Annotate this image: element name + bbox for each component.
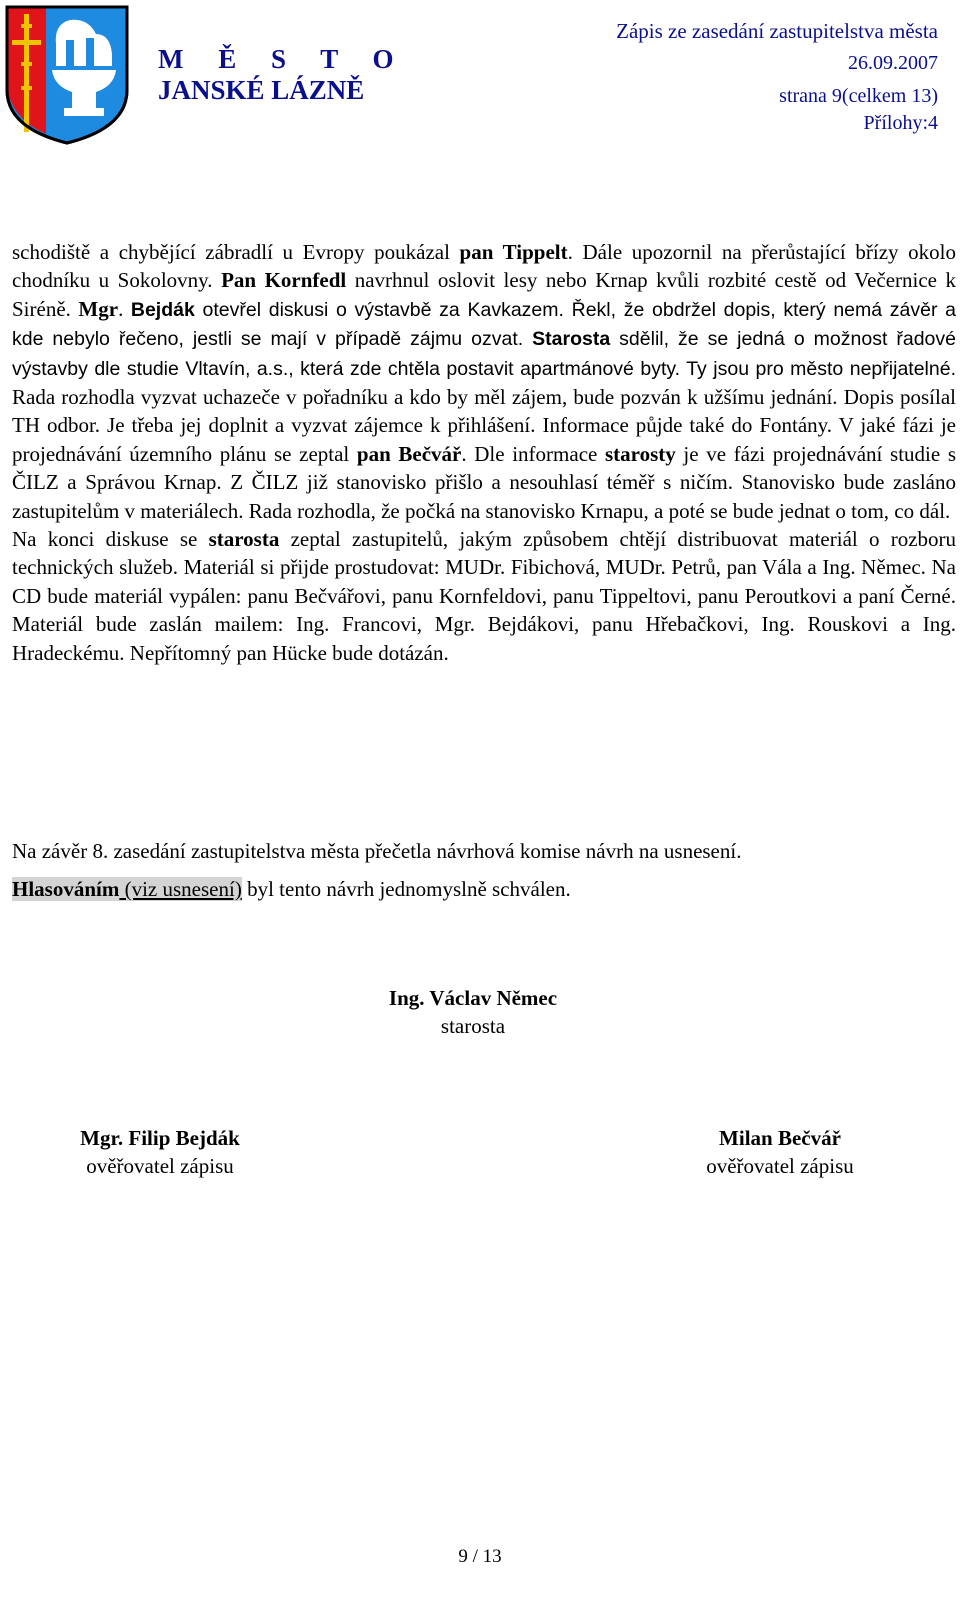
- speaker-name: starosta: [208, 527, 280, 552]
- signatory-role: ověřovatel zápisu: [706, 1154, 854, 1178]
- signature-verifier-left: [30, 1124, 290, 1180]
- text-run: je ve fázi projednávání studie s ČILZ a Správou Krnap. Z ČILZ již stanovisko přišlo a nesouhlasí téměř s ničím. Stanovisko bude zasláno zastupitelům v materiálech. Rada rozhodla, že počká na stanovisko Krnapu, a poté se bude jednat o tom, co dál.: [12, 441, 956, 523]
- text-run: . Dle informace: [461, 441, 605, 466]
- vote-highlight: [12, 877, 242, 901]
- signatory-name: Mgr. Filip Bejdák: [80, 1126, 240, 1150]
- town-name-line1: M Ě S T O: [158, 44, 408, 74]
- town-name-line2: JANSKÉ LÁZNĚ: [158, 75, 365, 105]
- text-run: otevřel diskusi o výstavbě za Kavkazem. Řekl, že obdržel dopis, který nemá závěr a kde nebylo řečeno, jestli se mají v případě zájmu ozvat.: [12, 298, 957, 351]
- signature-verifier-right: [650, 1124, 910, 1180]
- speaker-name: pan Bečvář: [356, 441, 462, 466]
- vote-result: byl tento návrh jednomyslně schválen.: [241, 877, 571, 901]
- speaker-name: Bejdák: [130, 298, 195, 321]
- vote-line: [12, 870, 956, 908]
- closing-line: Na závěr 8. zasedání zastupitelstva města přečetla návrhová komise návrh na usnesení.: [12, 839, 742, 863]
- page-header: [0, 0, 960, 150]
- signatory-name: Milan Bečvář: [719, 1126, 841, 1150]
- page-info: strana 9(celkem 13): [779, 85, 938, 107]
- speaker-title: Mgr: [78, 296, 119, 321]
- speaker-name: pan Tippelt: [459, 240, 568, 264]
- town-crest-logo: [4, 4, 130, 146]
- signature-mayor: [340, 984, 606, 1040]
- speaker-name: Pan Kornfedl: [221, 268, 347, 293]
- signatory-name: Ing. Václav Němec: [388, 986, 558, 1010]
- text-run: navrhnul oslovit lesy nebo Krnap kvůli rozbité cestě od Večernice k Siréně.: [12, 268, 956, 321]
- text-run: Na konci diskuse se: [12, 527, 209, 552]
- text-run: schodiště a chybějící zábradlí u Evropy poukázal: [12, 240, 460, 264]
- speaker-name: starosty: [604, 441, 676, 466]
- text-run: .: [118, 296, 131, 321]
- closing-section: [12, 832, 956, 908]
- document-title: Zápis ze zasedání zastupitelstva města: [616, 19, 938, 43]
- vote-label: Hlasováním: [12, 877, 120, 901]
- paragraph-discussion: [12, 238, 956, 525]
- text-run: sdělil, že se jedná o možnost řadové výstavby dle studie Vltavín, a.s., která zde chtěla postavit apartmánové byty. Ty jsou pro město nepřijatelné.: [12, 328, 956, 380]
- signatory-role: ověřovatel zápisu: [86, 1154, 234, 1178]
- paragraph-materials: [12, 525, 956, 667]
- header-meta: [616, 18, 938, 137]
- attachments-count: Přílohy:4: [863, 112, 938, 134]
- speaker-name: Starosta: [532, 328, 611, 351]
- meeting-date: 26.09.2007: [848, 52, 938, 74]
- text-run: . Dále upozornil na přerůstající břízy okolo chodníku u Sokolovny.: [12, 240, 956, 293]
- page-number: 9 / 13: [458, 1546, 502, 1567]
- text-run: Rada rozhodla vyzvat uchazeče v pořadníku a kdo by měl zájem, bude pozván k užšímu jednání. Dopis posílal TH odbor. Je třeba jej doplnit a vyzvat zájemce k přihlášení. Informace půjde také do Fontány. V jaké fázi je projednávání územního plánu se zeptal: [12, 385, 956, 466]
- town-name: [158, 44, 408, 106]
- minutes-body: [12, 238, 956, 667]
- signatory-role: starosta: [440, 1014, 506, 1038]
- resolution-reference: (viz usnesení): [119, 877, 242, 901]
- text-run: zeptal zastupitelů, jakým způsobem chtějí distribuovat materiál o rozboru technických služeb. Materiál si přijde prostudovat: MUDr. Fibichová, MUDr. Petrů, pan Vála a Ing. Němec. Na CD bude materiál vypálen: panu Bečvářovi, panu Kornfeldovi, panu Tippeltovi, panu Peroutkovi a paní Černé. Materiál bude zaslán mailem: Ing. Francovi, Mgr. Bejdákovi, panu Hřebačkovi, Ing. Rouskovi a Ing. Hradeckému. Nepřítomný pan Hücke bude dotázán.: [12, 527, 957, 665]
